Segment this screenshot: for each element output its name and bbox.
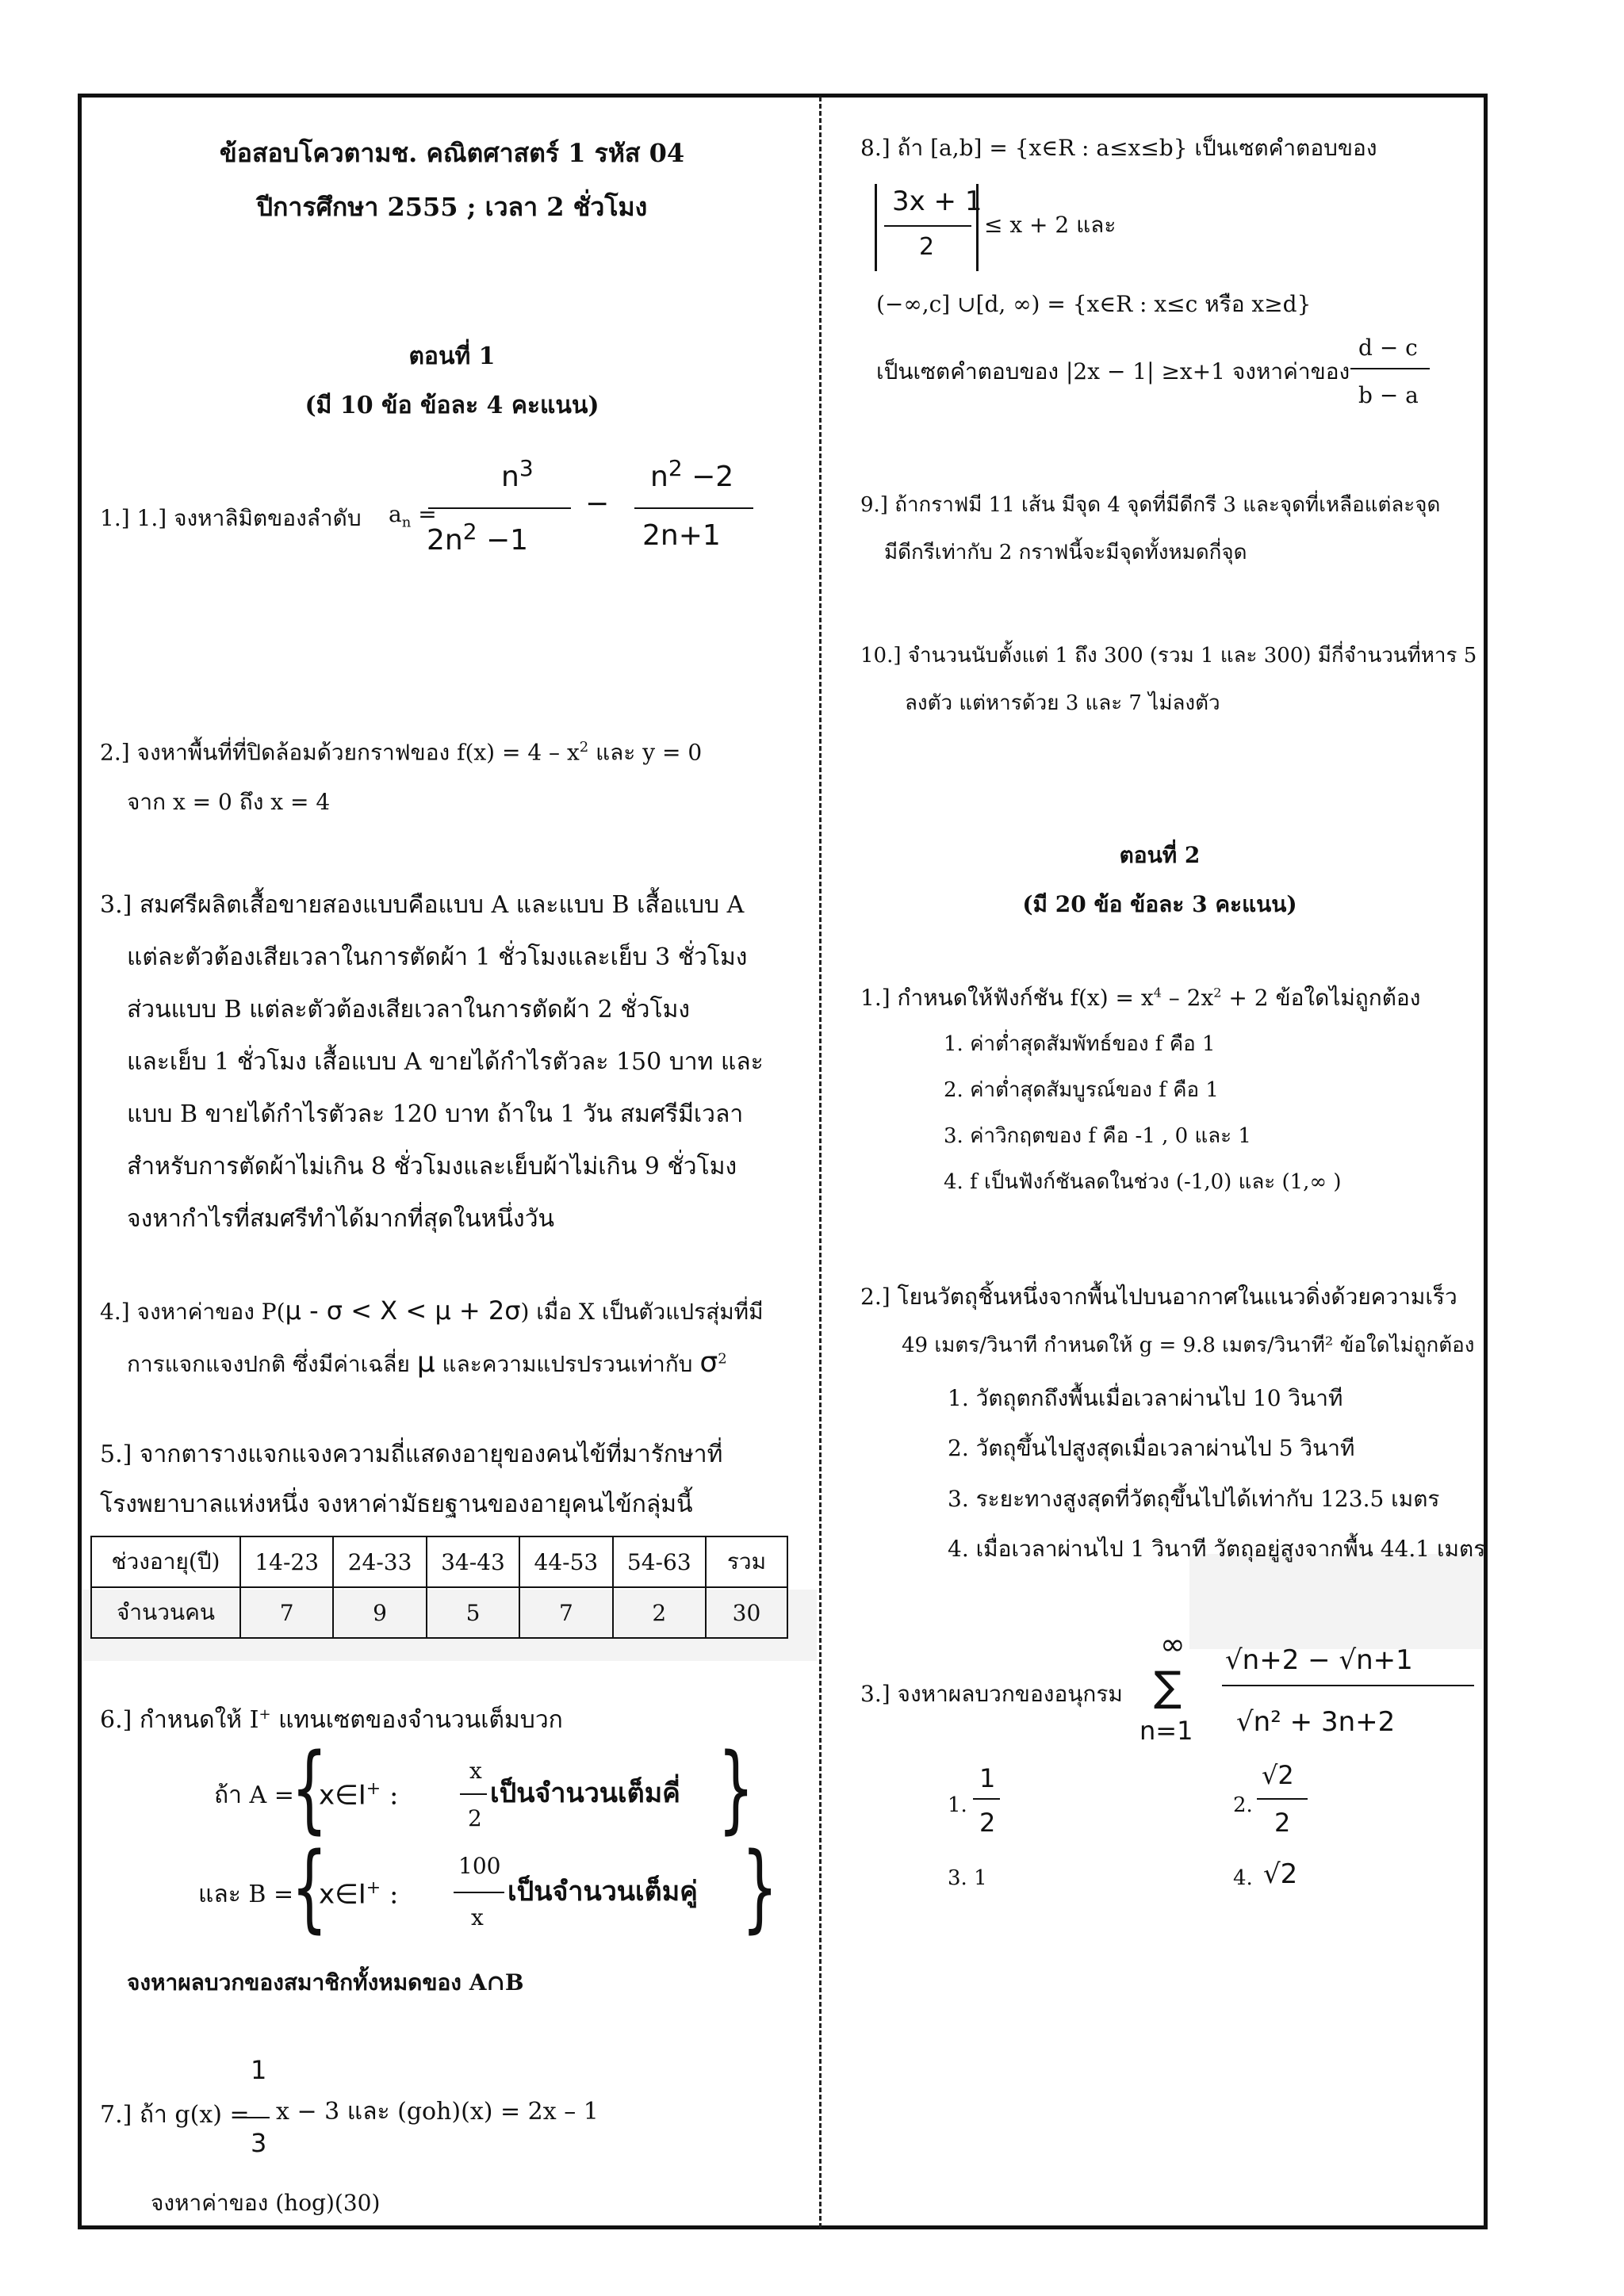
q3-line: จงหากำไรที่สมศรีทำได้มากที่สุดในหนึ่งวัน <box>127 1205 555 1233</box>
q1-frac1-num <box>501 455 534 494</box>
q6-b-frac-den: x <box>471 1904 484 1931</box>
p2q1-choice: 3. ค่าวิกฤตของ f คือ -1 , 0 และ 1 <box>944 1124 1251 1148</box>
q4-mu: μ <box>416 1346 435 1379</box>
q10-line1: 10.] จำนวนนับตั้งแต่ 1 ถึง 300 (รวม 1 และ 300) มีกี่จำนวนที่หาร 5 <box>860 644 1477 668</box>
left-column <box>95 97 809 2228</box>
column-divider <box>819 97 822 2228</box>
q3-line: ส่วนแบบ B แต่ละตัวต้องเสียเวลาในการตัดผ้า 2 ชั่วโมง <box>127 996 691 1024</box>
table-cell: 7 <box>519 1587 612 1638</box>
frequency-table <box>90 1536 788 1639</box>
q7-frac-num: 1 <box>251 2055 267 2085</box>
q8-ratio-den: b − a <box>1358 382 1419 408</box>
q1-frac1-num-base: n <box>501 461 519 493</box>
p2q3-sum-bottom: n=1 <box>1139 1716 1193 1746</box>
q6-line1-tail: แทนเซตของจำนวนเต็มบวก <box>270 1706 563 1734</box>
q4-probability-expr: μ - σ < X < μ + 2σ <box>285 1295 521 1326</box>
q9-line1: 9.] ถ้ากราฟมี 11 เส้น มีจุด 4 จุดที่มีดีกรี 3 และจุดที่เหลือแต่ละจุด <box>860 493 1441 517</box>
q6-line1 <box>100 1706 563 1735</box>
q1-frac1-den-base: 2n <box>427 524 463 557</box>
q9-line2: มีดีกรีเท่ากับ 2 กราฟนี้จะมีจุดทั้งหมดกี่จุด <box>884 541 1247 564</box>
q8-inequality: ≤ x + 2 และ <box>984 212 1116 238</box>
q7-line2: จงหาค่าของ (hog)(30) <box>151 2190 381 2216</box>
p2q1-choice: 1. ค่าต่ำสุดสัมพัทธ์ของ f คือ 1 <box>944 1032 1216 1056</box>
table-cell: 2 <box>613 1587 706 1638</box>
p2q3-choice2-label: 2. <box>1233 1793 1253 1817</box>
q6-line1-sup: + <box>259 1706 271 1723</box>
p2q3-sum-sign: ∑ <box>1154 1663 1182 1711</box>
q8-abs-frac-line <box>884 225 971 227</box>
q6-b-frac-line <box>454 1892 504 1893</box>
p2q1-sup2: 2 <box>1213 985 1222 1001</box>
q1-frac2-num <box>650 455 733 494</box>
q1-prefix: 1.] 1.] จงหาลิมิตของลำดับ <box>100 505 362 531</box>
q5-line1: 5.] จากตารางแจกแจงความถี่แสดงอายุของคนไข้ที่มารักษาที่ <box>100 1441 723 1468</box>
q7-prefix: 7.] ถ้า g(x) = <box>100 2101 250 2129</box>
exam-subtitle: ปีการศึกษา 2555 ; เวลา 2 ชั่วโมง <box>256 192 648 222</box>
table-cell: 34-43 <box>427 1536 519 1587</box>
p2q3-choice3: 3. 1 <box>948 1866 987 1890</box>
q6-set-a-right-brace: } <box>718 1734 755 1844</box>
exam-title: ข้อสอบโควตามช. คณิตศาสตร์ 1 รหัส 04 <box>219 138 685 168</box>
q8-ratio-line <box>1350 368 1430 369</box>
q1-frac1-den-sup: 2 <box>462 519 477 545</box>
q8-ratio-num: d − c <box>1358 335 1418 361</box>
table-cell: 24-33 <box>333 1536 426 1587</box>
p2q2-choice: 2. วัตถุขึ้นไปสูงสุดเมื่อเวลาผ่านไป 5 วินาที <box>948 1435 1355 1461</box>
q4-line1 <box>100 1295 764 1326</box>
q6-a-frac-num: x <box>469 1758 482 1784</box>
q10-line2: ลงตัว แต่หารด้วย 3 และ 7 ไม่ลงตัว <box>905 691 1220 715</box>
q2-line2: จาก x = 0 ถึง x = 4 <box>127 789 331 815</box>
q1-frac2-num-sup: 2 <box>668 455 683 481</box>
q6-b-frac-num: 100 <box>458 1853 501 1879</box>
p2q3-choice2-den: 2 <box>1274 1808 1291 1838</box>
q4-line2 <box>127 1345 727 1380</box>
q7-frac-line <box>246 2117 270 2118</box>
q6-b-inner: x∈I <box>319 1878 366 1911</box>
q3-line: แบบ B ขายได้กำไรตัวละ 120 บาท ถ้าใน 1 วัน สมศรีมีเวลา <box>127 1100 744 1128</box>
p2q3-denominator: √n² + 3n+2 <box>1236 1706 1396 1738</box>
p2q3-choice4-label: 4. <box>1233 1866 1253 1890</box>
q8-abs-num: 3x + 1 <box>892 186 982 217</box>
q6-set-a-element <box>319 1779 398 1812</box>
q2-line1-text: 2.] จงหาพื้นที่ที่ปิดล้อมด้วยกราฟของ f(x) = 4 – x <box>100 739 580 766</box>
q6-b-sup: + <box>366 1878 381 1898</box>
q1-frac1-den <box>427 519 528 557</box>
q6-question: จงหาผลบวกของสมาชิกทั้งหมดของ A∩B <box>127 1969 524 1996</box>
p2q3-frac-line <box>1222 1685 1474 1686</box>
table-cell: 7 <box>240 1587 333 1638</box>
q7-frac-den: 3 <box>251 2128 267 2158</box>
p2q1-choice: 4. f เป็นฟังก์ชันลดในช่วง (-1,0) และ (1,∞ ) <box>944 1170 1342 1194</box>
q2-line1-sup: 2 <box>579 739 589 756</box>
p2q3-numerator: √n+2 − √n+1 <box>1225 1644 1413 1676</box>
right-column <box>837 97 1486 2228</box>
part2-subheading: (มี 20 ข้อ ข้อละ 3 คะแนน) <box>1022 891 1297 917</box>
table-cell: 14-23 <box>240 1536 333 1587</box>
q8-abs-den: 2 <box>919 233 935 261</box>
table-cell: ช่วงอายุ(ปี) <box>91 1536 240 1587</box>
p2q3-choice2-line <box>1257 1798 1308 1800</box>
q8-line1: 8.] ถ้า [a,b] = {x∈R : a≤x≤b} เป็นเซตคำตอบของ <box>860 135 1377 161</box>
table-cell: 30 <box>706 1587 787 1638</box>
p2q2-choice: 4. เมื่อเวลาผ่านไป 1 วินาที วัตถุอยู่สูงจากพื้น 44.1 เมตร <box>948 1536 1486 1562</box>
q6-a-colon: : <box>381 1779 399 1812</box>
q2-line1-tail: และ y = 0 <box>588 739 703 766</box>
q1-eq: = <box>418 501 437 527</box>
q3-line: 3.] สมศรีผลิตเสื้อขายสองแบบคือแบบ A และแบบ B เสื้อแบบ A <box>100 891 745 919</box>
table-row <box>91 1587 787 1638</box>
q1-frac1-line <box>428 507 571 509</box>
p2q3-choice2-num: √2 <box>1262 1760 1294 1790</box>
table-header-row <box>91 1536 787 1587</box>
p2q1-stem-mid: – 2x <box>1161 985 1214 1011</box>
p2q3-choice1-label: 1. <box>948 1793 967 1817</box>
q6-set-b-element <box>319 1878 398 1911</box>
q6-set-a-left-brace: { <box>291 1734 328 1844</box>
p2q2-choice: 3. ระยะทางสูงสุดที่วัตถุขึ้นไปได้เท่ากับ 123.5 เมตร <box>948 1486 1440 1512</box>
p2q1-stem <box>860 985 1420 1012</box>
p2q3-choice4-val: √2 <box>1263 1858 1298 1890</box>
q6-set-b-left-brace: { <box>291 1833 328 1943</box>
q6-line1-text: 6.] กำหนดให้ I <box>100 1706 259 1734</box>
table-cell: 44-53 <box>519 1536 612 1587</box>
q3-line: และเย็บ 1 ชั่วโมง เสื้อแบบ A ขายได้กำไรตัวละ 150 บาท และ <box>127 1048 764 1076</box>
q6-a-inner: x∈I <box>319 1779 366 1812</box>
q5-line2: โรงพยาบาลแห่งหนึ่ง จงหาค่ามัธยฐานของอายุคนไข้กลุ่มนี้ <box>100 1490 693 1518</box>
q1-frac2-line <box>634 507 753 509</box>
q4-sigma-sup: 2 <box>718 1350 727 1368</box>
q1-frac1-num-sup: 3 <box>519 455 534 481</box>
q6-set-b-right-brace: } <box>741 1833 779 1943</box>
table-cell: จำนวนคน <box>91 1587 240 1638</box>
q1-a-sub: n <box>401 514 412 531</box>
q8-abs-right-bar <box>976 184 979 271</box>
p2q3-choice1-line <box>973 1798 1000 1800</box>
q8-abs-left-bar <box>875 184 877 271</box>
q2-line1 <box>100 739 702 766</box>
p2q2-line1: 2.] โยนวัตถุชิ้นหนึ่งจากพื้นไปบนอากาศในแนวดิ่งด้วยความเร็ว <box>860 1284 1457 1310</box>
q6-set-b-prefix: และ B = <box>198 1881 294 1908</box>
q4-line2-a: การแจกแจงปกติ ซึ่งมีค่าเฉลี่ย <box>127 1351 417 1377</box>
part2-heading: ตอนที่ 2 <box>1119 842 1201 868</box>
p2q3-choice1-den: 2 <box>979 1808 996 1838</box>
p2q1-stem-tail: + 2 ข้อใดไม่ถูกต้อง <box>1221 985 1421 1011</box>
part1-subheading: (มี 10 ข้อ ข้อละ 4 คะแนน) <box>304 392 599 419</box>
q6-a-frac-line <box>460 1793 487 1795</box>
q4-line1-a: 4.] จงหาค่าของ P( <box>100 1299 285 1325</box>
q8-line3: (−∞,c] ∪[d, ∞) = {x∈R : x≤c หรือ x≥d} <box>876 291 1312 317</box>
p2q1-stem-text: 1.] กำหนดให้ฟังก์ชัน f(x) = x <box>860 985 1154 1011</box>
q3-line: สำหรับการตัดผ้าไม่เกิน 8 ชั่วโมงและเย็บผ้าไม่เกิน 9 ชั่วโมง <box>127 1153 737 1181</box>
part1-heading: ตอนที่ 1 <box>408 342 496 370</box>
p2q2-choice: 1. วัตถุตกถึงพื้นเมื่อเวลาผ่านไป 10 วินาที <box>948 1385 1343 1411</box>
p2q3-prefix: 3.] จงหาผลบวกของอนุกรม <box>860 1681 1123 1707</box>
q6-a-sup: + <box>366 1779 381 1799</box>
q7-equation: x − 3 และ (goh)(x) = 2x – 1 <box>276 2098 599 2126</box>
q3-line: แต่ละตัวต้องเสียเวลาในการตัดผ้า 1 ชั่วโมงและเย็บ 3 ชั่วโมง <box>127 943 748 971</box>
p2q3-sum-top: ∞ <box>1160 1627 1185 1662</box>
q4-line1-c: ) เมื่อ X เป็นตัวแปรสุ่มที่มี <box>520 1299 764 1325</box>
table-cell: รวม <box>706 1536 787 1587</box>
p2q1-sup1: 4 <box>1153 985 1162 1001</box>
q1-frac2-den: 2n+1 <box>642 519 721 552</box>
q6-b-text: เป็นจำนวนเต็มคู่ <box>508 1876 698 1908</box>
q6-set-a-prefix: ถ้า A = <box>214 1781 294 1809</box>
p2q2-line2: 49 เมตร/วินาที กำหนดให้ g = 9.8 เมตร/วินาที² ข้อใดไม่ถูกต้อง <box>902 1334 1475 1357</box>
q1-a: a <box>389 501 402 527</box>
p2q1-choice: 2. ค่าต่ำสุดสัมบูรณ์ของ f คือ 1 <box>944 1078 1219 1102</box>
q4-line2-b: และความแปรปรวนเท่ากับ <box>435 1351 700 1377</box>
q8-line4: เป็นเซตคำตอบของ |2x − 1| ≥x+1 จงหาค่าของ <box>876 358 1350 385</box>
q6-b-colon: : <box>381 1878 399 1911</box>
p2q3-choice1-num: 1 <box>979 1763 996 1793</box>
table-cell: 54-63 <box>613 1536 706 1587</box>
table-cell: 5 <box>427 1587 519 1638</box>
table-cell: 9 <box>333 1587 426 1638</box>
q4-sigma: σ <box>699 1346 718 1379</box>
q1-frac2-num-tail: −2 <box>691 461 734 493</box>
q1-frac2-num-base: n <box>650 461 668 493</box>
q1-frac1-den-tail: −1 <box>486 524 529 557</box>
q1-minus: − <box>585 488 610 520</box>
q6-a-frac-den: 2 <box>468 1805 482 1831</box>
q6-a-text: เป็นจำนวนเต็มคี่ <box>490 1777 680 1809</box>
